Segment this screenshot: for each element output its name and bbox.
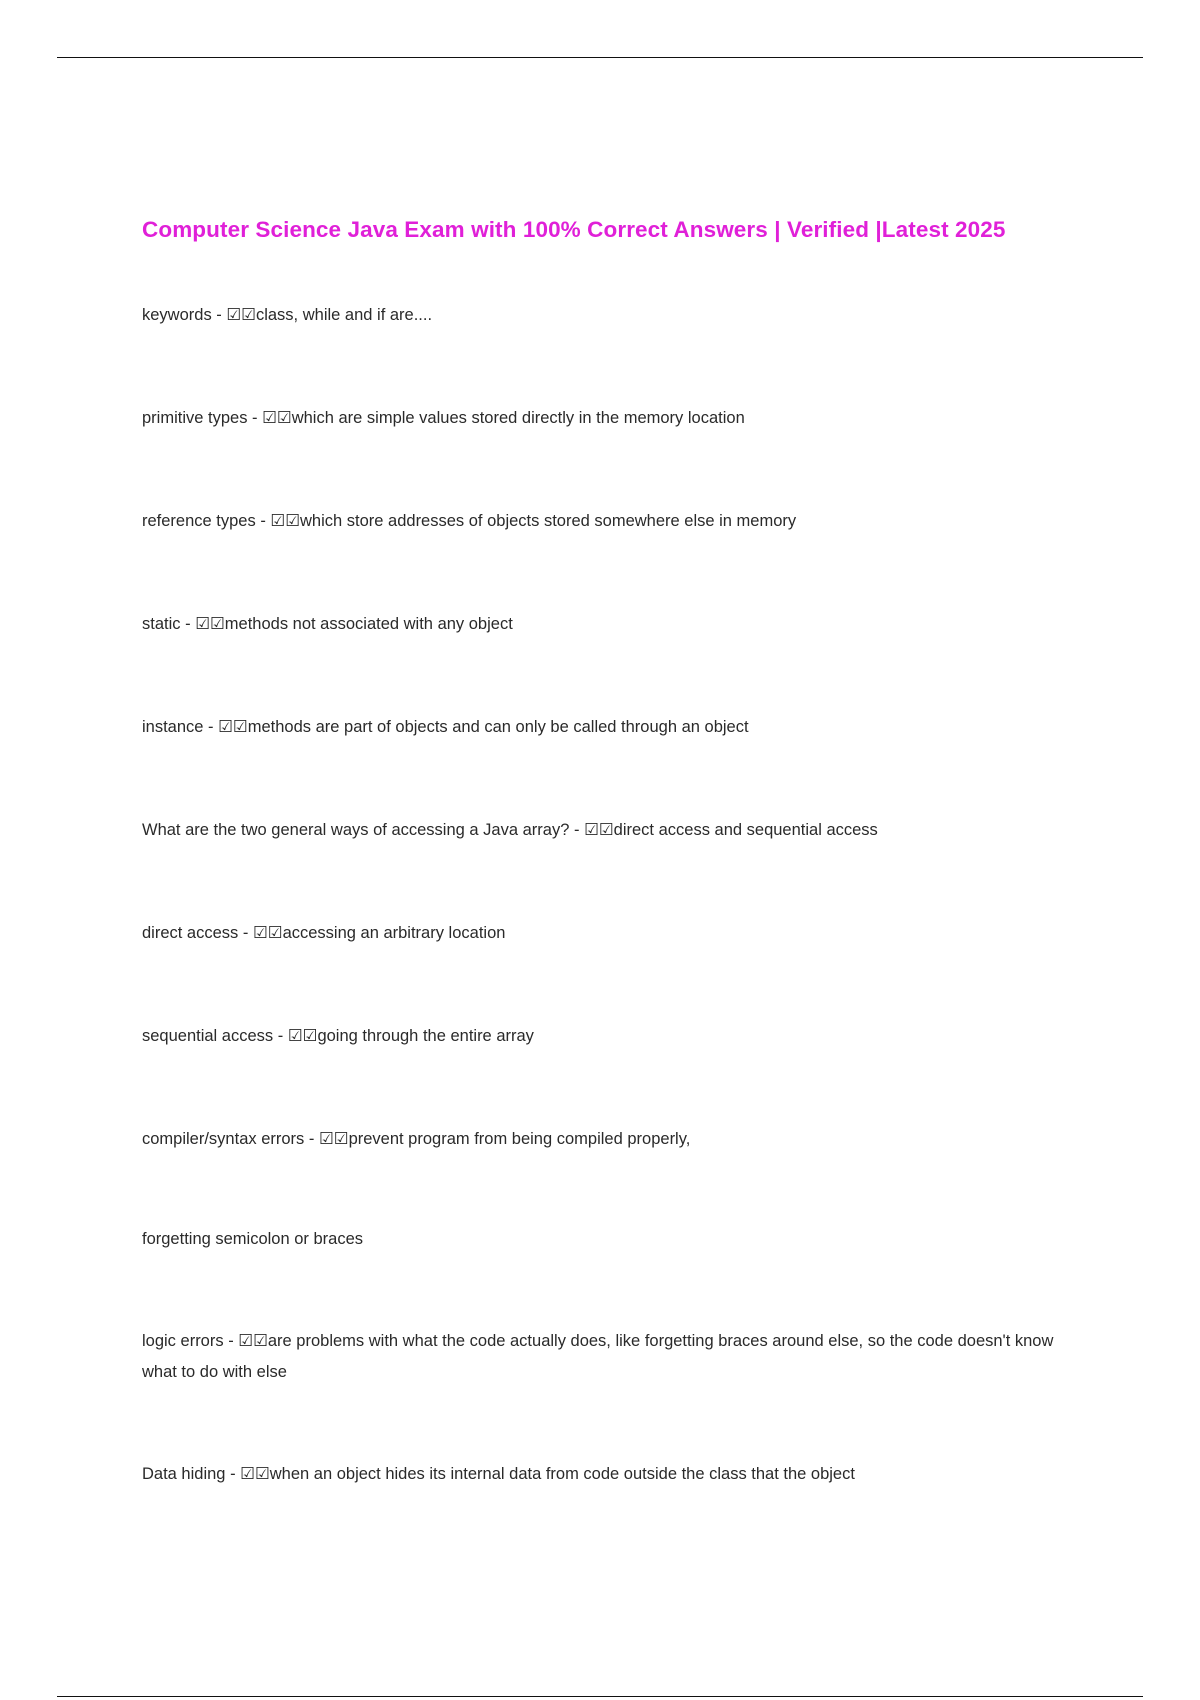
separator: - <box>238 924 253 942</box>
separator: - <box>255 512 271 530</box>
checkbox-icon: ☑☑ <box>287 1027 318 1045</box>
separator: - <box>225 1465 241 1483</box>
qa-entry <box>142 609 1062 640</box>
qa-entry <box>142 300 1062 331</box>
qa-entry <box>142 1326 1062 1387</box>
separator: - <box>203 718 219 736</box>
term: Data hiding <box>142 1465 226 1483</box>
checkbox-icon: ☑☑ <box>262 409 292 427</box>
definition: methods are part of objects and can only be called through an object <box>247 718 749 736</box>
checkbox-icon: ☑☑ <box>252 924 283 942</box>
term: sequential access <box>142 1027 274 1045</box>
qa-entry <box>142 1459 1062 1490</box>
definition: going through the entire array <box>317 1027 534 1045</box>
separator: - <box>247 409 263 427</box>
qa-entry <box>142 1124 1062 1155</box>
qa-entry <box>142 918 1062 949</box>
qa-entry <box>142 815 1062 846</box>
separator: - <box>211 306 227 324</box>
definition: prevent program from being compiled properly, <box>348 1130 691 1148</box>
checkbox-icon: ☑☑ <box>240 1465 270 1483</box>
definition: direct access and sequential access <box>613 821 878 839</box>
checkbox-icon: ☑☑ <box>218 718 248 736</box>
separator: - <box>223 1332 239 1350</box>
header-rule <box>57 57 1143 58</box>
definition: methods not associated with any object <box>224 615 513 633</box>
qa-entry <box>142 506 1062 537</box>
checkbox-icon: ☑☑ <box>195 615 225 633</box>
qa-entry <box>142 712 1062 743</box>
separator: - <box>569 821 585 839</box>
document-title: Computer Science Java Exam with 100% Correct Answers | Verified |Latest 2025 <box>142 217 1006 242</box>
term: reference types <box>142 512 256 530</box>
definition: when an object hides its internal data from code outside the class that the object <box>269 1465 855 1483</box>
continuation-text: forgetting semicolon or braces <box>142 1230 364 1248</box>
term: direct access <box>142 924 239 942</box>
checkbox-icon: ☑☑ <box>584 821 614 839</box>
term: primitive types <box>142 409 248 427</box>
term: logic errors <box>142 1332 224 1350</box>
term: instance <box>142 718 204 736</box>
definition: class, while and if are.... <box>255 306 433 324</box>
footer-rule <box>57 1696 1143 1697</box>
checkbox-icon: ☑☑ <box>270 512 300 530</box>
checkbox-icon: ☑☑ <box>226 306 256 324</box>
separator: - <box>304 1130 319 1148</box>
term: What are the two general ways of accessing a Java array? <box>142 821 570 839</box>
term: static <box>142 615 181 633</box>
term: compiler/syntax errors <box>142 1130 305 1148</box>
definition: accessing an arbitrary location <box>282 924 506 942</box>
checkbox-icon: ☑☑ <box>238 1332 268 1350</box>
separator: - <box>180 615 196 633</box>
qa-entry <box>142 1021 1062 1052</box>
term: keywords <box>142 306 212 324</box>
definition: which store addresses of objects stored somewhere else in memory <box>300 512 797 530</box>
separator: - <box>273 1027 288 1045</box>
definition: are problems with what the code actually does, like forgetting braces around else, so the code doesn't know what to do with else <box>142 1332 1054 1381</box>
definition: which are simple values stored directly in the memory location <box>291 409 745 427</box>
qa-entry <box>142 403 1062 434</box>
checkbox-icon: ☑☑ <box>318 1130 349 1148</box>
